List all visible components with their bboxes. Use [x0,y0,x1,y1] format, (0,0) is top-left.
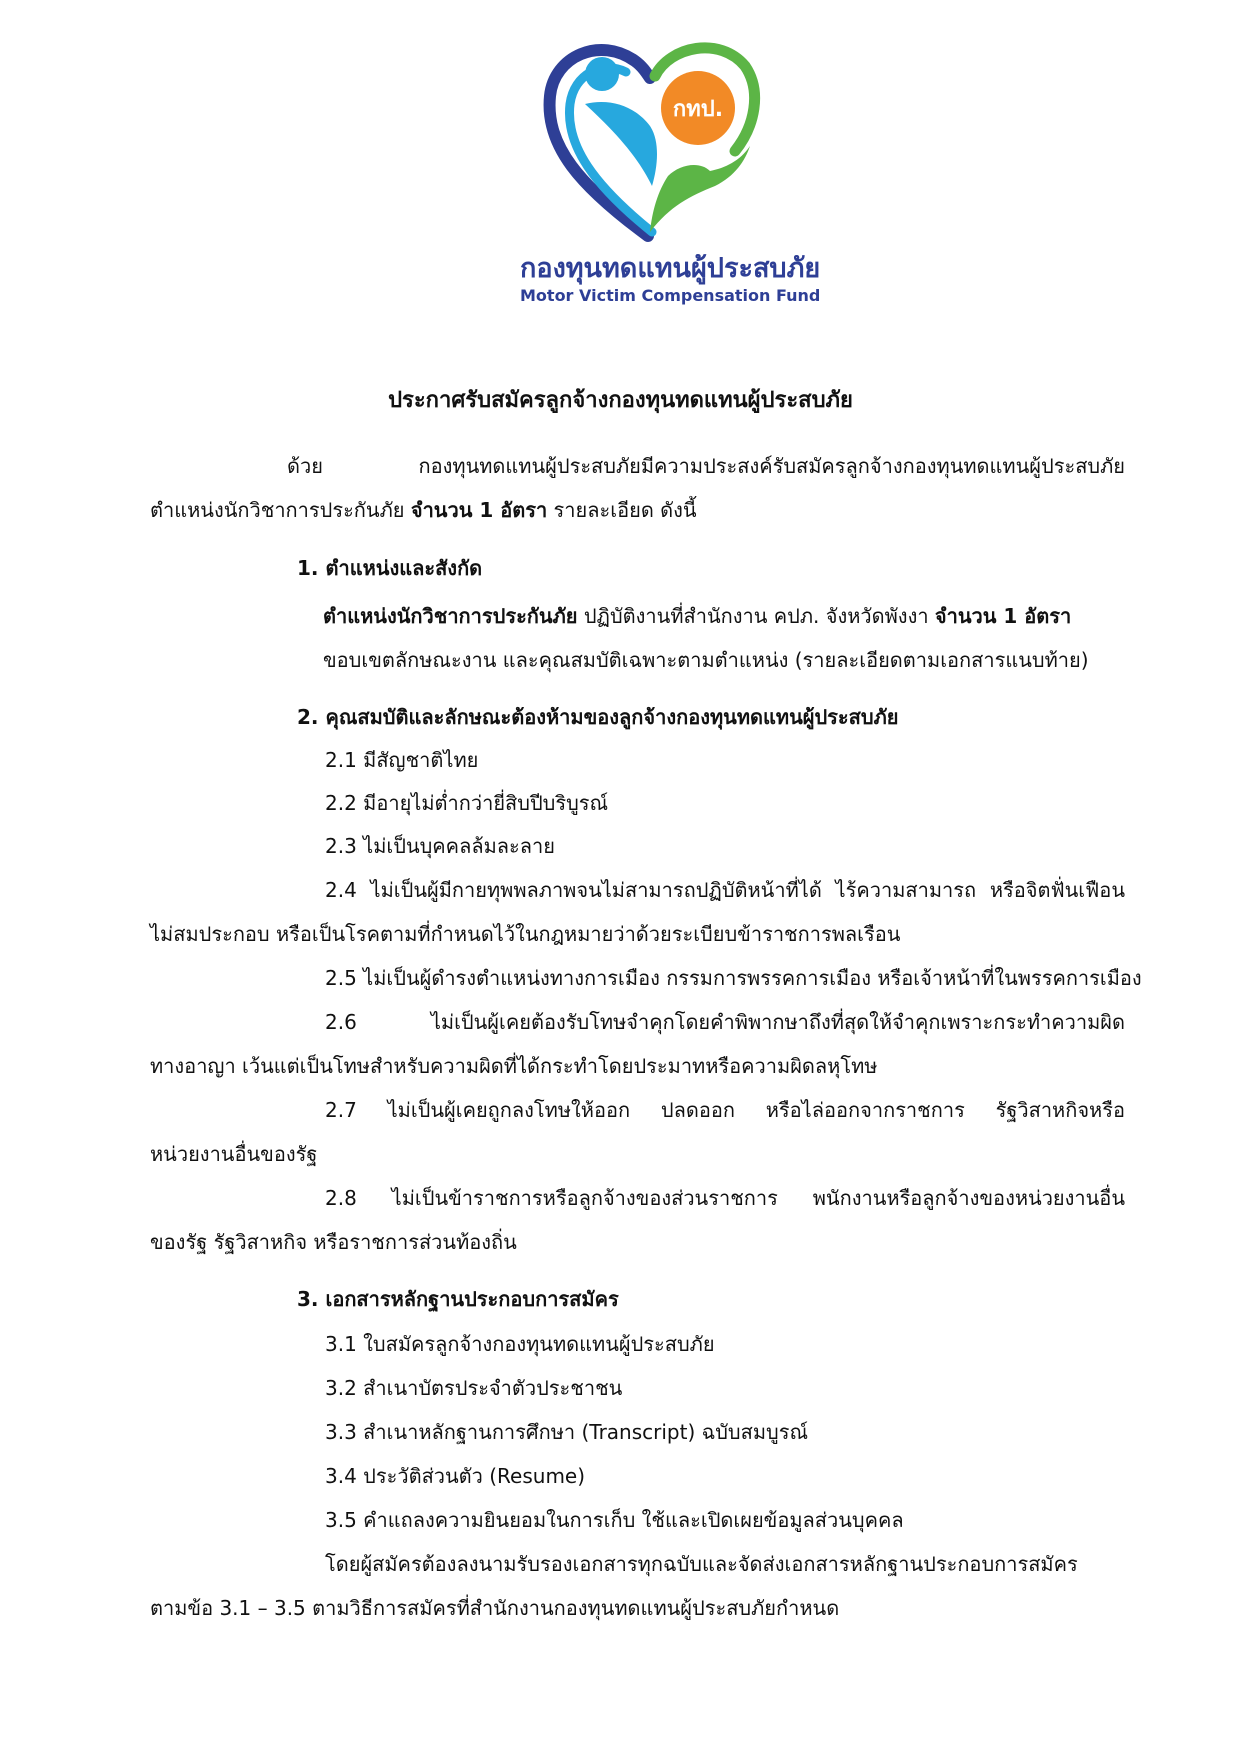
position-location: ปฏิบัติงานที่สำนักงาน คปภ. จังหวัดพังงา [577,604,935,628]
section-1-position [323,602,1125,630]
item-3-3: 3.3 สำเนาหลักฐานการศึกษา (Transcript) ฉบับสมบูรณ์ [325,1420,809,1444]
intro-line-2 [150,496,697,524]
item-2-8-a: 2.8 ไม่เป็นข้าราชการหรือลูกจ้างของส่วนราชการ พนักงานหรือลูกจ้างของหน่วยงานอื่น [325,1186,1125,1210]
section-1-heading: 1. ตำแหน่งและสังกัด [297,556,483,580]
section-3-heading: 3. เอกสารหลักฐานประกอบการสมัคร [297,1287,619,1311]
section-3-note-a: โดยผู้สมัครต้องลงนามรับรองเอกสารทุกฉบับและจัดส่งเอกสารหลักฐานประกอบการสมัคร [325,1552,1078,1576]
item-3-5: 3.5 คำแถลงความยินยอมในการเก็บ ใช้และเปิดเผยข้อมูลส่วนบุคคล [325,1508,904,1532]
item-2-4-a: 2.4 ไม่เป็นผู้มีกายทุพพลภาพจนไม่สามารถปฏิบัติหน้าที่ได้ ไร้ความสามารถ หรือจิตฟั่นเฟือน [325,878,1125,902]
intro-line-1: ด้วย กองทุนทดแทนผู้ประสบภัยมีความประสงค์รับสมัครลูกจ้างกองทุนทดแทนผู้ประสบภัย [287,454,1125,478]
heart-hands-logo-icon [540,36,770,246]
item-2-5: 2.5 ไม่เป็นผู้ดำรงตำแหน่งทางการเมือง กรรมการพรรคการเมือง หรือเจ้าหน้าที่ในพรรคการเมือง [325,966,1142,990]
intro-text: ตำแหน่งนักวิชาการประกันภัย [150,498,411,522]
item-2-8-b: ของรัฐ รัฐวิสาหกิจ หรือราชการส่วนท้องถิ่น [150,1230,517,1254]
section-3-note-b: ตามข้อ 3.1 – 3.5 ตามวิธีการสมัครที่สำนักงานกองทุนทดแทนผู้ประสบภัยกำหนด [150,1596,840,1620]
section-2-heading: 2. คุณสมบัติและลักษณะต้องห้ามของลูกจ้างกองทุนทดแทนผู้ประสบภัย [297,705,899,729]
logo-badge-text: กทป. [672,97,724,122]
item-2-4-b: ไม่สมประกอบ หรือเป็นโรคตามที่กำหนดไว้ในกฎหมายว่าด้วยระเบียบข้าราชการพลเรือน [150,922,901,946]
item-2-1: 2.1 มีสัญชาติไทย [325,748,479,772]
position-count: จำนวน 1 อัตรา [934,604,1072,628]
item-2-6-a: 2.6 ไม่เป็นผู้เคยต้องรับโทษจำคุกโดยคำพิพากษาถึงที่สุดให้จำคุกเพราะกระทำความผิด [325,1010,1125,1034]
position-title: ตำแหน่งนักวิชาการประกันภัย [323,604,578,628]
item-3-2: 3.2 สำเนาบัตรประจำตัวประชาชน [325,1376,623,1400]
item-2-6-b: ทางอาญา เว้นแต่เป็นโทษสำหรับความผิดที่ได้กระทำโดยประมาทหรือความผิดลหุโทษ [150,1054,878,1078]
item-3-1: 3.1 ใบสมัครลูกจ้างกองทุนทดแทนผู้ประสบภัย [325,1332,715,1356]
item-2-2: 2.2 มีอายุไม่ต่ำกว่ายี่สิบปีบริบูรณ์ [325,791,609,815]
item-3-4: 3.4 ประวัติส่วนตัว (Resume) [325,1464,586,1488]
page-title: ประกาศรับสมัครลูกจ้างกองทุนทดแทนผู้ประสบภัย [388,388,853,413]
logo-name-thai: กองทุนทดแทนผู้ประสบภัย [520,253,821,284]
item-2-7-b: หน่วยงานอื่นของรัฐ [150,1142,318,1166]
section-1-scope: ขอบเขตลักษณะงาน และคุณสมบัติเฉพาะตามตำแหน่ง (รายละเอียดตามเอกสารแนบท้าย) [323,648,1089,672]
logo-name-english: Motor Victim Compensation Fund [520,286,821,305]
item-2-7-a: 2.7 ไม่เป็นผู้เคยถูกลงโทษให้ออก ปลดออก หรือไล่ออกจากราชการ รัฐวิสาหกิจหรือ [325,1098,1125,1122]
intro-count: จำนวน 1 อัตรา [410,498,548,522]
intro-text-end: รายละเอียด ดังนี้ [547,498,697,522]
item-2-3: 2.3 ไม่เป็นบุคคลล้มละลาย [325,834,555,858]
fund-logo [520,36,821,306]
